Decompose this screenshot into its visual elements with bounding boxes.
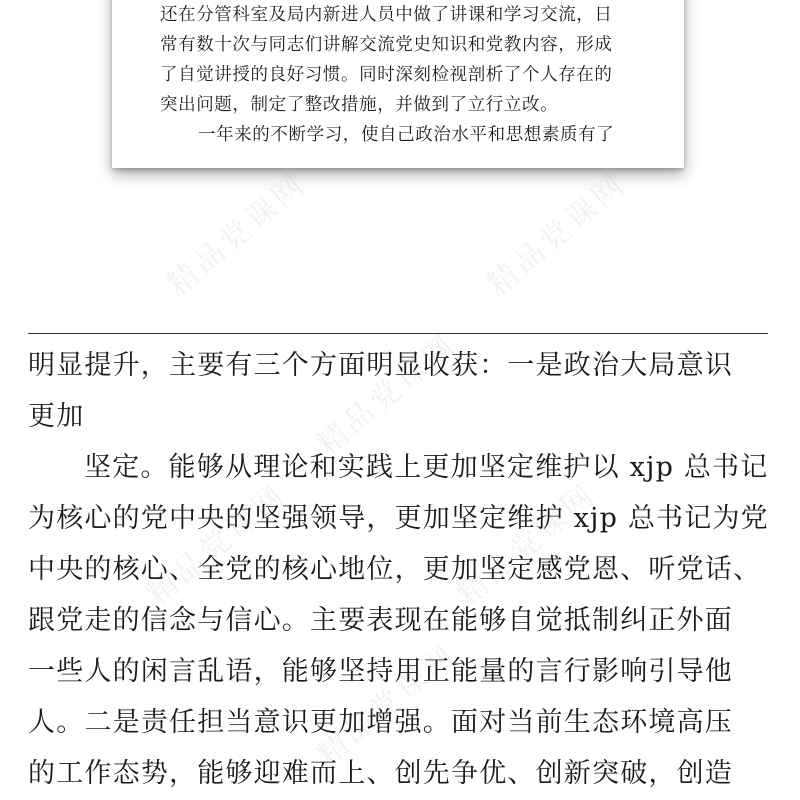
document-preview-card <box>112 0 684 168</box>
body-line: 人。二是责任担当意识更加增强。面对当前生态环境高压 <box>28 707 733 738</box>
preview-line: 突出问题，制定了整改措施，并做到了立行立改。 <box>160 95 559 115</box>
body-line: 明显提升，主要有三个方面明显收获：一是政治大局意识 <box>28 350 733 381</box>
preview-line: 一年来的不断学习，使自己政治水平和思想素质有了 <box>198 125 615 145</box>
preview-text-block <box>160 0 650 150</box>
body-line: 一些人的闲言乱语，能够坚持用正能量的言行影响引导他 <box>28 656 733 687</box>
document-body <box>28 340 788 799</box>
body-line: 为核心的党中央的坚强领导，更加坚定维护 xjp 总书记为党 <box>28 503 769 534</box>
watermark: 精品党课网 <box>310 636 464 773</box>
body-line: 坚定。能够从理论和实践上更加坚定维护以 xjp 总书记 <box>84 452 769 483</box>
watermark: 精品党课网 <box>140 476 294 613</box>
watermark: 精品党课网 <box>450 476 604 613</box>
page-divider <box>28 333 768 334</box>
preview-line: 常有数十次与同志们讲解交流党史知识和党教内容，形成 <box>160 35 613 55</box>
watermark: 精品党课网 <box>310 326 464 463</box>
preview-line: 了自觉讲授的良好习惯。同时深刻检视剖析了个人存在的 <box>160 65 613 85</box>
body-line: 更加 <box>28 401 85 432</box>
watermark: 精品党课网 <box>480 166 634 303</box>
body-line: 中央的核心、全党的核心地位，更加坚定感党恩、听党话、 <box>28 554 762 585</box>
body-line: 跟党走的信念与信心。主要表现在能够自觉抵制纠正外面 <box>28 605 733 636</box>
body-line: 的工作态势，能够迎难而上、创先争优、创新突破，创造 <box>28 758 733 789</box>
watermark: 精品党课网 <box>160 166 314 303</box>
preview-line: 还在分管科室及局内新进人员中做了讲课和学习交流，日 <box>160 5 613 25</box>
